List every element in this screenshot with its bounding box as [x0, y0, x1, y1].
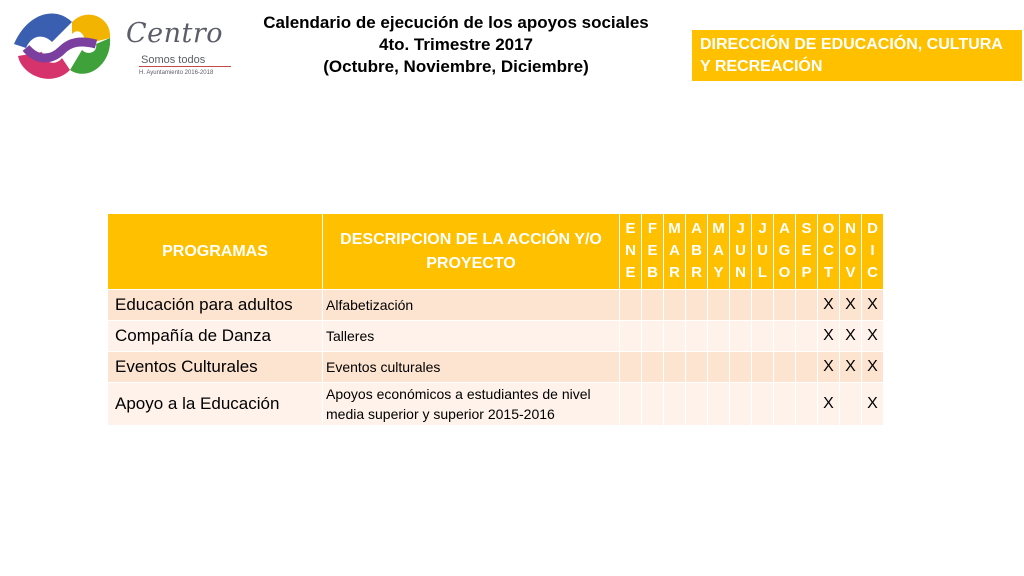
title-line-2: 4to. Trimestre 2017	[378, 35, 534, 54]
mark-cell	[774, 383, 796, 426]
header-month-dic: D I C	[862, 214, 884, 290]
mark-cell	[686, 352, 708, 383]
program-cell: Compañía de Danza	[108, 321, 323, 352]
logo-divider	[139, 66, 231, 67]
mark-cell	[796, 383, 818, 426]
mark-cell	[620, 321, 642, 352]
mark-cell	[664, 321, 686, 352]
mark-cell	[620, 290, 642, 321]
program-cell: Eventos Culturales	[108, 352, 323, 383]
mark-cell	[730, 290, 752, 321]
header-month-feb: F E B	[642, 214, 664, 290]
table-row	[108, 383, 884, 426]
mark-cell	[840, 383, 862, 426]
logo-tagline: H. Ayuntamiento 2016-2018	[139, 70, 214, 76]
mark-cell: X	[818, 383, 840, 426]
header-month-jul: J U L	[752, 214, 774, 290]
header-month-jun: J U N	[730, 214, 752, 290]
header-month-oct: O C T	[818, 214, 840, 290]
mark-cell	[796, 321, 818, 352]
mark-cell: X	[840, 321, 862, 352]
header-month-nov: N O V	[840, 214, 862, 290]
mark-cell	[686, 290, 708, 321]
header-month-sep: S E P	[796, 214, 818, 290]
mark-cell	[686, 383, 708, 426]
title-line-1: Calendario de ejecución de los apoyos sociales	[263, 13, 649, 32]
mark-cell: X	[862, 352, 884, 383]
logo-title: Centro	[126, 18, 224, 49]
schedule-table	[107, 213, 884, 426]
mark-cell	[664, 383, 686, 426]
mark-cell	[708, 383, 730, 426]
mark-cell	[642, 352, 664, 383]
description-cell: Eventos culturales	[323, 352, 620, 383]
header-programs: PROGRAMAS	[108, 214, 323, 290]
description-cell: Talleres	[323, 321, 620, 352]
description-cell: Apoyos económicos a estudiantes de nivel media superior y superior 2015-2016	[323, 383, 620, 426]
header-month-ago: A G O	[774, 214, 796, 290]
logo-subtitle: Somos todos	[141, 54, 206, 66]
mark-cell: X	[862, 383, 884, 426]
mark-cell: X	[862, 290, 884, 321]
mark-cell: X	[862, 321, 884, 352]
mark-cell	[752, 383, 774, 426]
header-month-abr: A B R	[686, 214, 708, 290]
mark-cell: X	[840, 290, 862, 321]
table-row	[108, 352, 884, 383]
header-month-ene: E N E	[620, 214, 642, 290]
mark-cell	[642, 383, 664, 426]
mark-cell	[730, 383, 752, 426]
logo-ribbon-icon	[8, 4, 118, 86]
title-line-3: (Octubre, Noviembre, Diciembre)	[323, 57, 589, 76]
mark-cell	[642, 321, 664, 352]
mark-cell: X	[818, 352, 840, 383]
mark-cell	[752, 290, 774, 321]
mark-cell	[796, 352, 818, 383]
centro-logo	[8, 4, 238, 86]
mark-cell	[730, 352, 752, 383]
program-cell: Apoyo a la Educación	[108, 383, 323, 426]
mark-cell	[664, 290, 686, 321]
mark-cell	[620, 383, 642, 426]
mark-cell: X	[818, 321, 840, 352]
mark-cell	[752, 321, 774, 352]
mark-cell	[708, 321, 730, 352]
mark-cell	[774, 352, 796, 383]
description-cell: Alfabetización	[323, 290, 620, 321]
header-month-may: M A Y	[708, 214, 730, 290]
mark-cell: X	[840, 352, 862, 383]
mark-cell	[708, 290, 730, 321]
mark-cell: X	[818, 290, 840, 321]
mark-cell	[730, 321, 752, 352]
mark-cell	[708, 352, 730, 383]
mark-cell	[642, 290, 664, 321]
page-title	[262, 12, 650, 78]
program-cell: Educación para adultos	[108, 290, 323, 321]
mark-cell	[664, 352, 686, 383]
mark-cell	[620, 352, 642, 383]
mark-cell	[774, 321, 796, 352]
mark-cell	[774, 290, 796, 321]
header-month-mar: M A R	[664, 214, 686, 290]
table-row	[108, 321, 884, 352]
mark-cell	[752, 352, 774, 383]
department-banner: DIRECCIÓN DE EDUCACIÓN, CULTURA Y RECREACIÓN	[692, 30, 1022, 81]
mark-cell	[686, 321, 708, 352]
header-description: DESCRIPCION DE LA ACCIÓN Y/O PROYECTO	[323, 214, 620, 290]
table-row	[108, 290, 884, 321]
mark-cell	[796, 290, 818, 321]
table-header-row	[108, 214, 884, 290]
